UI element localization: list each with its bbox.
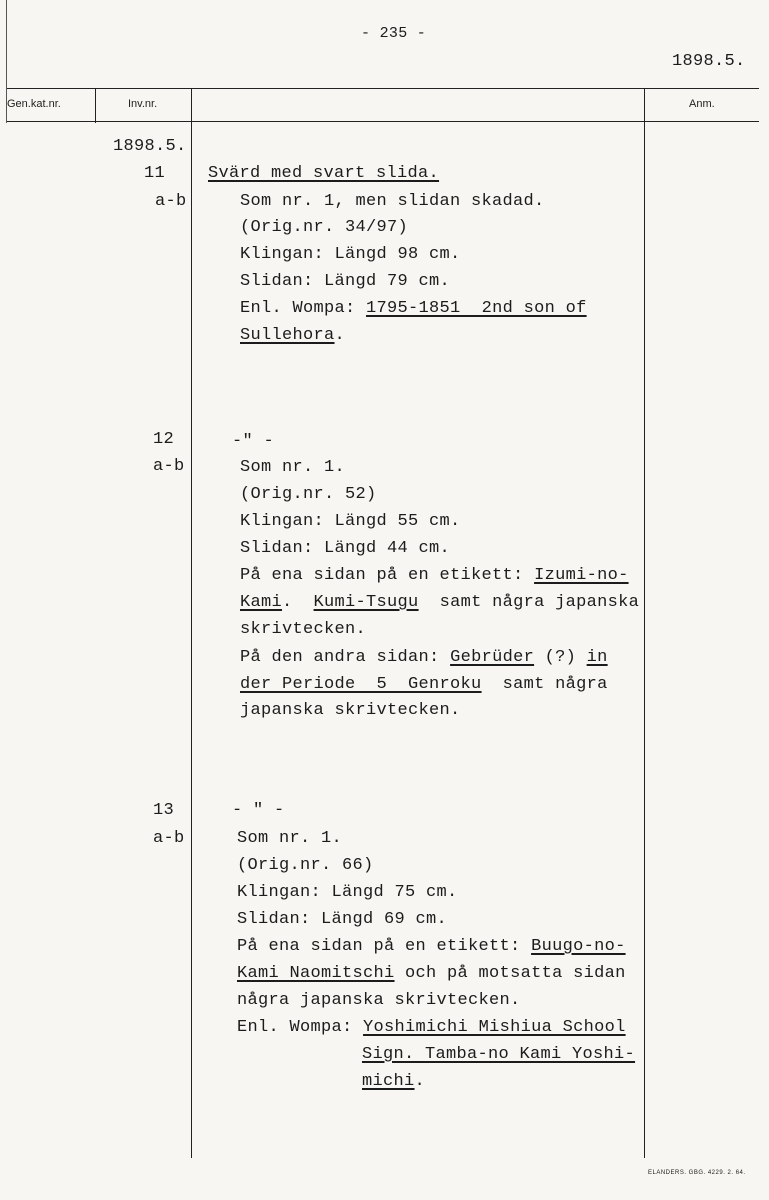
other-side-line-2: der Periode 5 Genroku samt några (240, 675, 608, 694)
wompa-note: Enl. Wompa: Yoshimichi Mishiua School (237, 1018, 626, 1037)
label-text-line-1: På ena sidan på en etikett: Izumi-no- (240, 566, 629, 585)
label-text-line-2: Kami. Kumi-Tsugu samt några japanska (240, 593, 640, 612)
label-text-line-1: På ena sidan på en etikett: Buugo-no- (237, 937, 626, 956)
scabbard-length: Slidan: Längd 69 cm. (237, 910, 448, 929)
entry-title: Svärd med svart slida. (208, 164, 440, 183)
inv-suffix: a-b (153, 829, 185, 848)
column-divider-3 (644, 88, 645, 1158)
inv-number: 11 (144, 164, 166, 183)
column-divider-1 (95, 88, 96, 123)
other-side-line-1: På den andra sidan: Gebrüder (?) in (240, 648, 608, 667)
ditto-mark: -" - (232, 432, 275, 451)
label-name: Izumi-no- (534, 566, 629, 585)
orig-number: (Orig.nr. 52) (240, 485, 377, 504)
page-number: - 235 - (361, 25, 427, 42)
maker-name: Kumi-Tsugu (313, 593, 419, 612)
column-header-genkat: Gen.kat.nr. (7, 98, 61, 110)
wompa-note (240, 299, 587, 318)
orig-number: (Orig.nr. 66) (237, 856, 374, 875)
ditto-mark: - " - (232, 801, 285, 820)
wompa-name: Sullehora (240, 326, 335, 345)
blade-length: Klingan: Längd 75 cm. (237, 883, 458, 902)
description-line: Som nr. 1. (237, 829, 343, 848)
scabbard-length: Slidan: Längd 44 cm. (240, 539, 451, 558)
group-label: 1898.5. (113, 137, 187, 156)
inv-number: 12 (153, 430, 175, 449)
wompa-note-cont-2: michi. (362, 1072, 426, 1091)
blade-length: Klingan: Längd 98 cm. (240, 245, 461, 264)
other-side-line-3: japanska skrivtecken. (240, 701, 461, 720)
description-line: Som nr. 1. (240, 458, 346, 477)
header-rule-bottom (6, 121, 759, 122)
label-text-line-3: skrivtecken. (240, 620, 367, 639)
wompa-dates: 1795-1851 2nd son of (366, 299, 587, 318)
column-divider-2 (191, 88, 192, 1158)
wompa-note-cont-1: Sign. Tamba-no Kami Yoshi- (362, 1045, 636, 1064)
orig-number: (Orig.nr. 34/97) (240, 218, 409, 237)
wompa-prefix: Enl. Wompa: (240, 299, 356, 318)
label-text-line-2: Kami Naomitschi och på motsatta sidan (237, 964, 626, 983)
description-line: Som nr. 1, men slidan skadad. (240, 192, 545, 211)
header-rule-top (6, 88, 759, 89)
label-name: Buugo-no- (531, 937, 626, 956)
inv-number: 13 (153, 801, 175, 820)
accession-reference: 1898.5. (672, 52, 746, 71)
label-text-line-3: några japanska skrivtecken. (237, 991, 521, 1010)
inv-suffix: a-b (155, 192, 187, 211)
column-header-anm: Anm. (689, 98, 715, 110)
printer-imprint: ELANDERS. GBG. 4229. 2. 64. (648, 1170, 746, 1176)
column-header-inv: Inv.nr. (128, 98, 158, 110)
blade-length: Klingan: Längd 55 cm. (240, 512, 461, 531)
wompa-note-cont: Sullehora. (240, 326, 346, 345)
scabbard-length: Slidan: Längd 79 cm. (240, 272, 451, 291)
inv-suffix: a-b (153, 457, 185, 476)
